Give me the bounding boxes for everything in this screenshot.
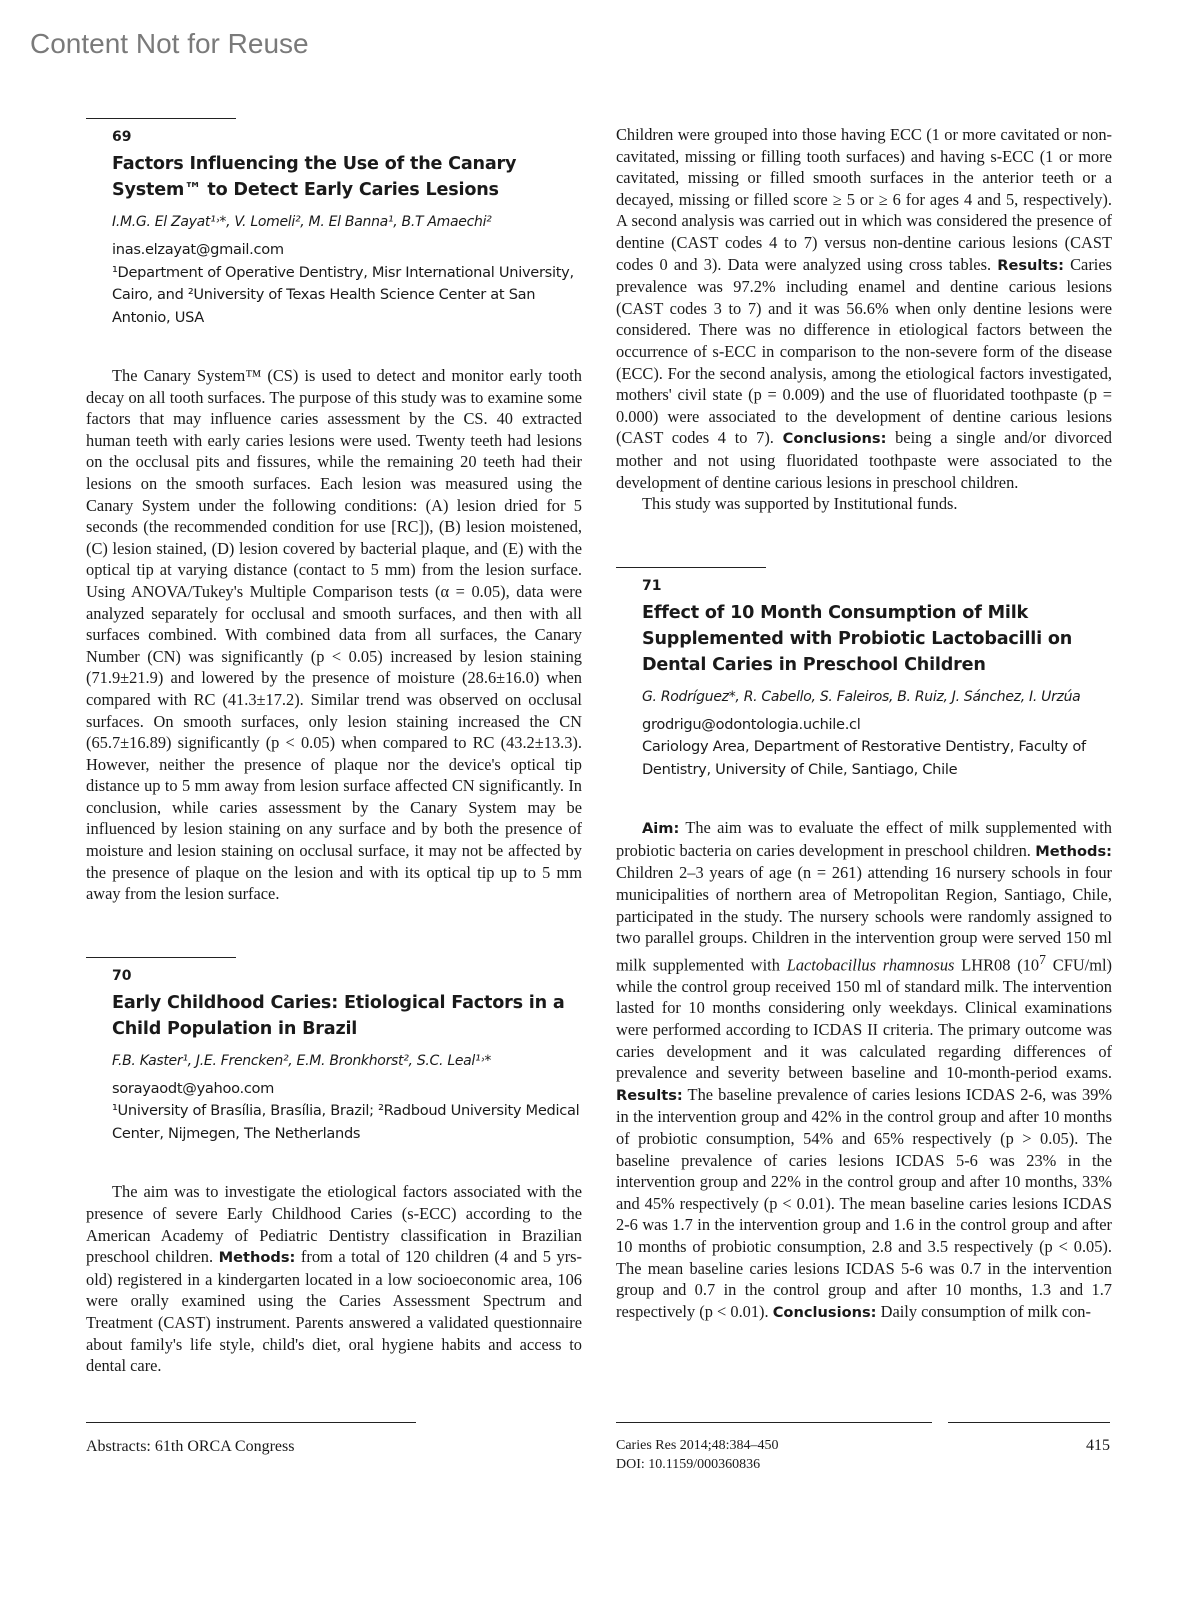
abstract-70 [86, 957, 582, 1377]
author-affiliation: ¹University of Brasília, Brasília, Brazil; ²Radboud University Medical Center, Nijmegen, The Netherlands [112, 1102, 580, 1142]
footer-rules [616, 1422, 1110, 1436]
body-text: CFU/ml) while the control group received 150 ml of standard milk. The intervention lasted for 10 months considering only weekdays. Clinical examinations were performed according to ICDAS II criteria. The primary outcome was caries development and it was calculated regarding differences of prevalence and severity between baseline and 10-month-period exams. [616, 955, 1112, 1083]
species-name: Lactobacillus rhamnosus [786, 955, 955, 975]
abstract-authors: I.M.G. El Zayat¹˒*, V. Lomeli², M. El Banna¹, B.T Amaechi² [112, 214, 492, 230]
abstract-title: Factors Influencing the Use of the Canary System™ to Detect Early Caries Lesions [112, 154, 517, 200]
section-rule [86, 118, 236, 119]
abstract-body [86, 1181, 582, 1376]
keyword-conclusions: Conclusions: [782, 430, 887, 448]
keyword-methods: Methods: [1035, 842, 1112, 860]
body-paragraph [616, 817, 1112, 1323]
keyword-conclusions: Conclusions: [772, 1303, 877, 1321]
abstract-number: 69 [112, 129, 132, 145]
footer-rule [86, 1422, 416, 1423]
watermark: Content Not for Reuse [30, 28, 309, 59]
body-text: from a total of 120 children (4 and 5 yrs-old) registered in a kindergarten located in a low socioeconomic area, 106 were orally examined using the Caries Assessment Spectrum and Treatment (CAST) instrument. Parents answered a validated questionnaire about family's life style, child's diet, oral hygiene habits and access to dental care. [86, 1247, 582, 1376]
body-text: being a single and/or divorced mother and not using fluoridated toothpaste were associated to the development of dentine carious lesions in preschool children. [616, 428, 1112, 492]
keyword-methods: Methods: [218, 1249, 296, 1267]
body-text: The aim was to investigate the etiological factors associated with the presence of severe Early Childhood Caries (s-ECC) according to the American Academy of Pediatric Dentistry classification in Brazilian preschool children. [86, 1182, 582, 1267]
keyword-results: Results: [997, 256, 1064, 274]
doi: DOI: 10.1159/000360836 [616, 1457, 761, 1472]
section-rule [616, 567, 766, 568]
body-paragraph [616, 124, 1112, 493]
body-text: Daily consumption of milk con- [876, 1301, 1091, 1321]
author-email: grodrigu@odontologia.uchile.cl [642, 715, 861, 733]
abstract-authors: F.B. Kaster¹, J.E. Frencken², E.M. Bronkhorst², S.C. Leal¹˒* [112, 1052, 492, 1069]
body-paragraph: The Canary System™ (CS) is used to detect and monitor early tooth decay on all tooth surfaces. The purpose of this study was to examine some factors that may influence caries assessment by the CS. 40 extracted human teeth with early caries lesions were used. Twenty teeth had lesions on the occlusal pits and fissures, while the remaining 20 teeth had their lesions on the smooth surfaces. Each lesion was measured using the Canary System under the following conditions: (A) lesion dried for 5 seconds (the recommended condition for use [RC]), (B) lesion moistened, (C) lesion stained, (D) lesion covered by bacterial plaque, and (E) with the optical tip at varying distance (contact to 5 mm) from the lesion surface. Using ANOVA/Tukey's Multiple Comparison tests (α = 0.05), data were analyzed separately for occlusal and smooth surfaces, and then with all surfaces combined. With combined data from all surfaces, the Canary Number (CN) was significantly (p < 0.05) increased by lesion staining (71.9±21.9) and lowered by the presence of moisture (28.6±16.0) when compared with RC (41.3±17.2). Similar trend was observed on occlusal surfaces. On smooth surfaces, only lesion staining increased the CN (65.7±16.89) significantly (p < 0.05) when compared to RC (43.2±13.3). However, neither the presence of plaque nor the device's optical tip distance up to 5 mm away from lesion surface affected CN significantly. In conclusion, while caries assessment by the Canary System may be influenced by lesion staining on any surface and by both the presence of moisture and lesion staining on occlusal surface, it may not be affected by the presence of plaque on the lesion and with its optical tip up to 5 mm away from the lesion surface. [86, 366, 582, 904]
abstract-number: 71 [642, 577, 662, 594]
author-email: inas.elzayat@gmail.com [112, 241, 284, 258]
body-text: The baseline prevalence of caries lesions ICDAS 2-6, was 39% in the intervention group and 42% in the control group and after 10 months of probiotic consumption, 54% and 65% respectively (p > 0.05). The baseline prevalence of caries lesions ICDAS 5-6 was 23% in the intervention group and 22% in the control group and after 10 months, 33% and 45% respectively (p < 0.01). The mean baseline caries lesions ICDAS 2-6 was 1.7 in the intervention group and 1.6 in the control group and after 10 months of probiotic consumption, 2.8 and 3.5 respectively (p < 0.05). The mean baseline caries lesions ICDAS 5-6 was 0.7 in the intervention group and 0.7 in the control group and after 10 months, 1.3 and 1.7 respectively (p < 0.01). [616, 1084, 1112, 1321]
footer-text [616, 1436, 1110, 1474]
abstract-number: 70 [112, 967, 132, 984]
abstract-70-continued [616, 124, 1112, 515]
footer-rule [616, 1422, 932, 1423]
keyword-aim: Aim: [642, 820, 680, 838]
left-column [86, 118, 582, 1377]
abstract-title: Effect of 10 Month Consumption of Milk Supplemented with Probiotic Lactobacilli on Dental Caries in Preschool Children [642, 602, 1073, 675]
exponent: 7 [1039, 951, 1046, 967]
abstract-authors: G. Rodríguez*, R. Cabello, S. Faleiros, B. Ruiz, J. Sánchez, I. Urzúa [642, 688, 1081, 705]
author-email: sorayaodt@yahoo.com [112, 1079, 275, 1097]
funding-note: This study was supported by Institutional funds. [642, 494, 958, 514]
abstract-body [86, 365, 582, 905]
abstract-body [616, 817, 1112, 1323]
section-rule [86, 957, 236, 958]
body-text: LHR08 (10 [954, 955, 1040, 975]
footer-left [86, 1422, 416, 1456]
body-text: Caries prevalence was 97.2% including enamel and dentine carious lesions (CAST codes 3 to 7) and it was 56.6% when only dentine lesions were considered. There was no difference in etiological factors between the occurrence of s-ECC in comparison to the non-severe form of the disease (ECC). For the second analysis, among the etiological factors investigated, mothers' civil state (p = 0.009) and the use of fluoridated toothpaste (p = 0.000) were associated to the development of dentine carious lesions (CAST codes 4 to 7). [616, 254, 1112, 448]
footer-right [616, 1422, 1110, 1474]
body-text: The aim was to evaluate the effect of milk supplemented with probiotic bacteria on caries development in preschool children. [616, 818, 1112, 860]
footer-rule [948, 1422, 1110, 1423]
page-number: 415 [1086, 1437, 1110, 1454]
congress-name: Abstracts: 61th ORCA Congress [86, 1438, 295, 1455]
abstract-71 [616, 567, 1112, 1324]
author-affiliation: ¹Department of Operative Dentistry, Misr International University, Cairo, and ²University of Texas Health Science Center at San Antonio, USA [112, 263, 574, 326]
body-text: Children were grouped into those having ECC (1 or more cavitated or non-cavitated, missing or filling tooth surfaces) and having s-ECC (1 or more cavitated, missing or filled smooth surfaces in the anterior teeth or a decayed, missing or filled score ≥ 5 or ≥ 6 for ages 4 and 5, respectively). A second analysis was carried out in which was considered the presence of dentine (CAST codes 4 to 7) versus non-dentine carious lesions (CAST codes 0 and 3). Data were analyzed using cross tables. [616, 125, 1112, 274]
author-affiliation: Cariology Area, Department of Restorative Dentistry, Faculty of Dentistry, University of Chile, Santiago, Chile [642, 738, 1086, 778]
keyword-results: Results: [616, 1086, 683, 1104]
abstract-69 [86, 118, 582, 905]
journal-citation: Caries Res 2014;48:384–450 [616, 1438, 779, 1453]
body-text: Children 2–3 years of age (n = 261) attending 16 nursery schools in four municipalities of northern area of Metropolitan Region, Santiago, Chile, participated in the study. The nursery schools were randomly assigned to two parallel groups. Children in the intervention group were served 150 ml milk supplemented with [616, 863, 1112, 975]
body-paragraph [86, 1181, 582, 1376]
right-column [616, 124, 1112, 1323]
abstract-title: Early Childhood Caries: Etiological Factors in a Child Population in Brazil [112, 992, 565, 1039]
